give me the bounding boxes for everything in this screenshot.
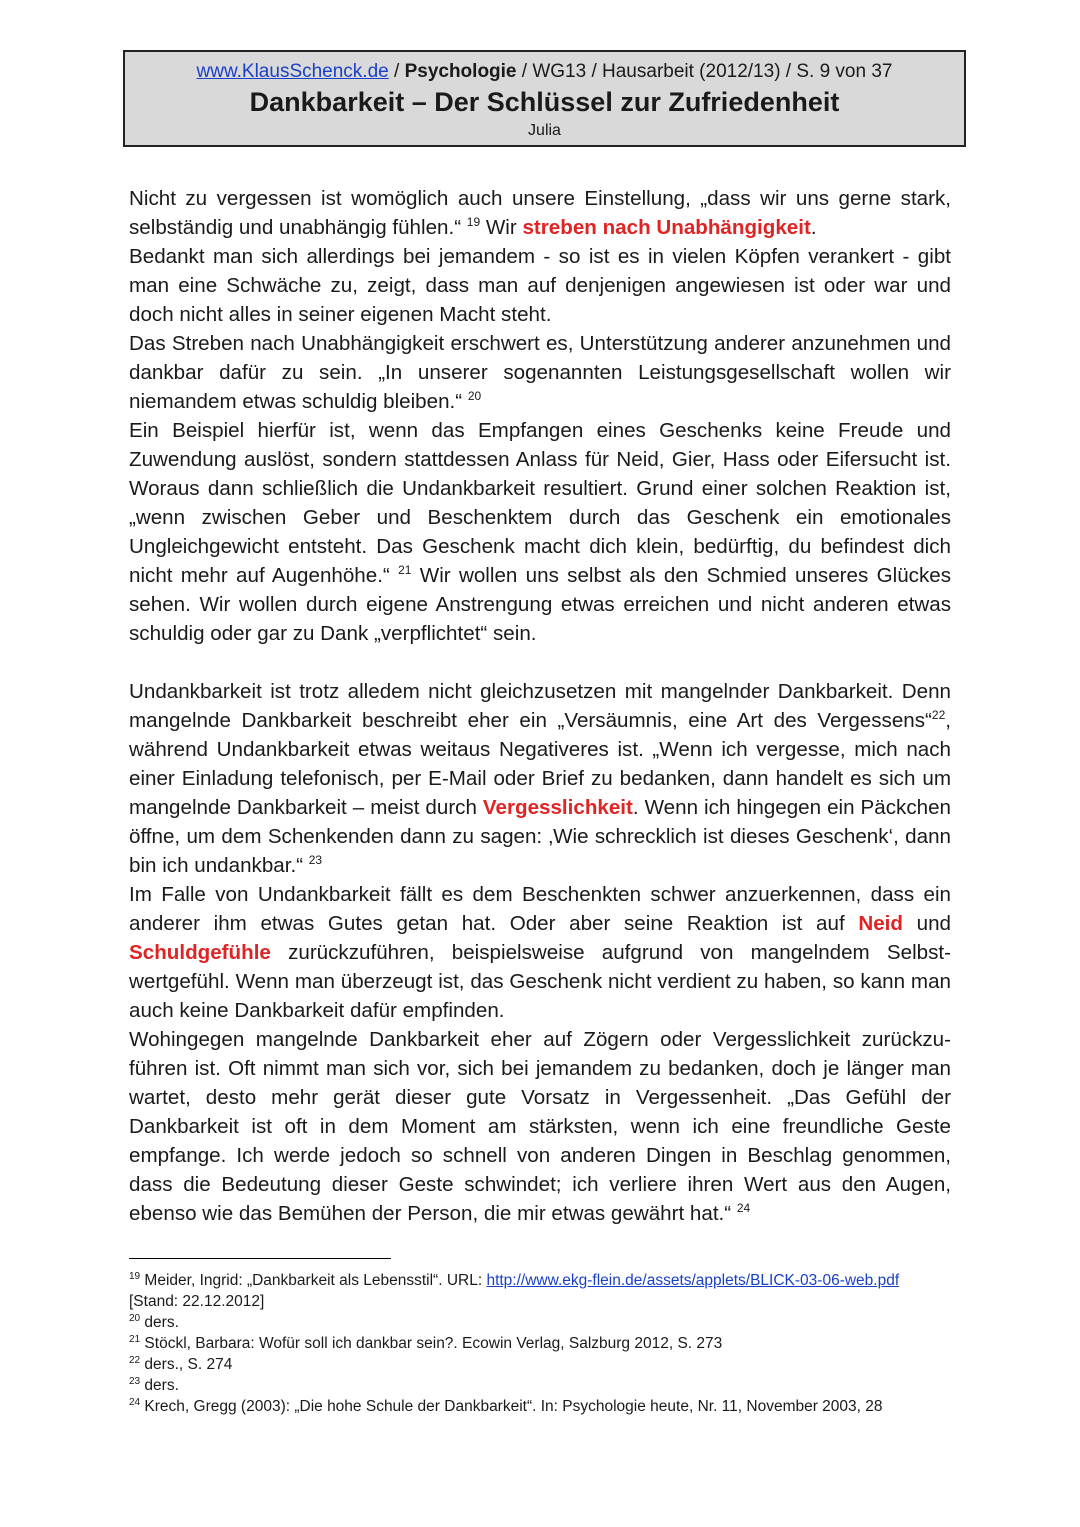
header-subject: Psychologie bbox=[404, 61, 517, 82]
footnote-text: Stöckl, Barbara: Wofür soll ich dankbar sein?. Ecowin Verlag, Salzburg 2012, S. 273 bbox=[140, 1335, 723, 1352]
text-run: , während Undankbarkeit etwas weitaus Negativeres ist. „Wenn ich vergesse, mich nach einer Einladung telefonisch, per E-Mail oder Brief zu bedanken, dann handelt es sich um mangelnde Dankbarkeit – meist durch bbox=[129, 709, 951, 819]
footnote-ref-21: 21 bbox=[398, 563, 412, 577]
footnote-text: ders., S. 274 bbox=[140, 1356, 233, 1373]
footnote-text: Meider, Ingrid: „Dankbarkeit als Lebensstil“. URL: bbox=[140, 1272, 487, 1289]
footnote-number: 24 bbox=[129, 1397, 141, 1408]
footnote-20 bbox=[129, 1312, 959, 1333]
footnote-19-stand: [Stand: 22.12.2012] bbox=[129, 1293, 265, 1310]
footnote-number: 22 bbox=[129, 1355, 141, 1366]
footnote-url-link[interactable]: http://www.ekg-flein.de/assets/applets/BLICK-03-06-web.pdf bbox=[486, 1272, 900, 1289]
footnote-ref-24: 24 bbox=[736, 1201, 751, 1215]
main-text bbox=[129, 184, 951, 1228]
footnote-number: 21 bbox=[129, 1334, 141, 1345]
footnote-24 bbox=[129, 1396, 959, 1417]
footnote-23 bbox=[129, 1375, 959, 1396]
text-run: Wohingegen mangelnde Dankbarkeit eher auf Zögern oder Vergesslichkeit zurückzuführen ist. Oft nimmt man sich vor, sich bei jemandem zu bedanken, doch je länger man wartet, desto mehr gerät dieser gute Vorsatz in Vergessenheit. „Das Gefühl der Dankbarkeit ist oft in dem Moment am stärksten, wenn ich eine freundliche Geste empfange. Ich werde jedoch so schnell von anderen Dingen in Beschlag genommen, dass die Bedeutung dieser Geste schwindet; ich verliere ihren Wert aus den Augen, ebenso wie das Bemühen der Person, die mir etwas gewährt hat.“ bbox=[129, 1028, 951, 1225]
footnote-ref-19: 19 bbox=[466, 215, 481, 229]
paragraph-gap bbox=[129, 648, 951, 677]
footnote-text: ders. bbox=[140, 1377, 179, 1394]
text-run: Wir bbox=[480, 216, 523, 239]
paragraph-2: Bedankt man sich allerdings bei jemandem - so ist es in vielen Köpfen verankert - gibt man eine Schwäche zu, zeigt, dass man auf denjenigen angewiesen ist oder war und doch nicht alles in seiner eigenen Macht steht. bbox=[129, 245, 951, 326]
footnote-ref-23: 23 bbox=[308, 853, 323, 867]
footnote-22 bbox=[129, 1354, 959, 1375]
header-separator: / bbox=[388, 61, 405, 82]
text-run: Das Streben nach Unabhängigkeit erschwert es, Unterstützung anderer anzunehmen und dankbar dafür zu sein. „In unserer sogenannten Leistungsgesellschaft wollen wir niemandem etwas schuldig bleiben.“ bbox=[129, 332, 951, 413]
paragraph-4 bbox=[129, 416, 951, 648]
text-run: Ein Beispiel hierfür ist, wenn das Empfangen eines Geschenks keine Freude und Zuwendung auslöst, sondern stattdessen Anlass für Neid, Gier, Hass oder Eifersucht ist. Woraus dann schließlich die Undankbarkeit resultiert. Grund einer solchen Reaktion ist, „wenn zwischen Geber und Beschenktem durch das Geschenk ein emotionales Ungleichgewicht entsteht. Das Geschenk macht dich klein, bedürftig, du befindest dich nicht mehr auf Augenhöhe.“ bbox=[129, 419, 951, 587]
header-meta-rest: / WG13 / Hausarbeit (2012/13) / S. 9 von 37 bbox=[516, 61, 893, 82]
footnote-text: ders. bbox=[140, 1314, 179, 1331]
highlight-text: Vergesslichkeit bbox=[482, 796, 633, 819]
footnotes bbox=[129, 1270, 959, 1417]
footnote-number: 23 bbox=[129, 1376, 141, 1387]
text-run: Undankbarkeit ist trotz alledem nicht gleichzusetzen mit mangelnder Dankbarkeit. Denn mangelnde Dankbarkeit beschreibt eher ein „Versäumnis, eine Art des Vergessens“ bbox=[129, 680, 951, 732]
text-run: Im Falle von Undankbarkeit fällt es dem Beschenkten schwer anzuerkennen, dass ein anderer ihm etwas Gutes getan hat. Oder aber seine Reaktion ist auf bbox=[129, 883, 951, 935]
footnote-ref-22: 22 bbox=[931, 708, 946, 722]
footnote-divider bbox=[129, 1258, 391, 1259]
highlight-text: Neid bbox=[858, 912, 903, 935]
paragraph-6 bbox=[129, 880, 951, 1025]
footnote-19 bbox=[129, 1270, 959, 1291]
footnote-text: Krech, Gregg (2003): „Die hohe Schule der Dankbarkeit“. In: Psychologie heute, Nr. 11, November 2003, 28 bbox=[140, 1398, 883, 1415]
highlight-text: Schuldgefühle bbox=[129, 941, 271, 964]
highlight-text: streben nach Unabhängigkeit bbox=[522, 216, 811, 239]
paragraph-1 bbox=[129, 184, 951, 242]
text-run: . Wenn ich hingegen ein Päckchen öffne, um dem Schenkenden dann zu sagen: ‚Wie schrecklich ist dieses Geschenk‘, dann bin ich undankbar.“ bbox=[129, 796, 951, 877]
header-meta-line bbox=[125, 61, 964, 83]
text-run: Nicht zu vergessen ist womöglich auch unsere Einstellung, „dass wir uns gerne stark, selbständig und unabhängig fühlen.“ bbox=[129, 187, 951, 239]
footnote-number: 19 bbox=[129, 1271, 141, 1282]
text-run: . bbox=[810, 216, 817, 239]
text-run: und bbox=[902, 912, 951, 935]
footnote-number: 20 bbox=[129, 1313, 141, 1324]
paragraph-3 bbox=[129, 329, 951, 416]
author-name: Julia bbox=[528, 122, 561, 139]
paragraph-7 bbox=[129, 1025, 951, 1228]
footnote-ref-20: 20 bbox=[467, 389, 482, 403]
page-header bbox=[123, 50, 966, 147]
page-title: Dankbarkeit – Der Schlüssel zur Zufriedenheit bbox=[249, 87, 840, 117]
paragraph-5 bbox=[129, 677, 951, 880]
text-run: zurückzuführen, beispielsweise aufgrund von mangelndem Selbstwertgefühl. Wenn man überzeugt ist, das Geschenk nicht verdient zu haben, so kann man auch keine Dankbarkeit dafür empfinden. bbox=[129, 941, 951, 1022]
footnote-21 bbox=[129, 1333, 959, 1354]
site-link[interactable]: www.KlausSchenck.de bbox=[196, 61, 389, 82]
text-run: Wir wollen uns selbst als den Schmied unseres Glückes sehen. Wir wollen durch eigene Anstrengung etwas erreichen und nicht anderen etwas schuldig oder gar zu Dank „verpflichtet“ sein. bbox=[129, 564, 951, 645]
